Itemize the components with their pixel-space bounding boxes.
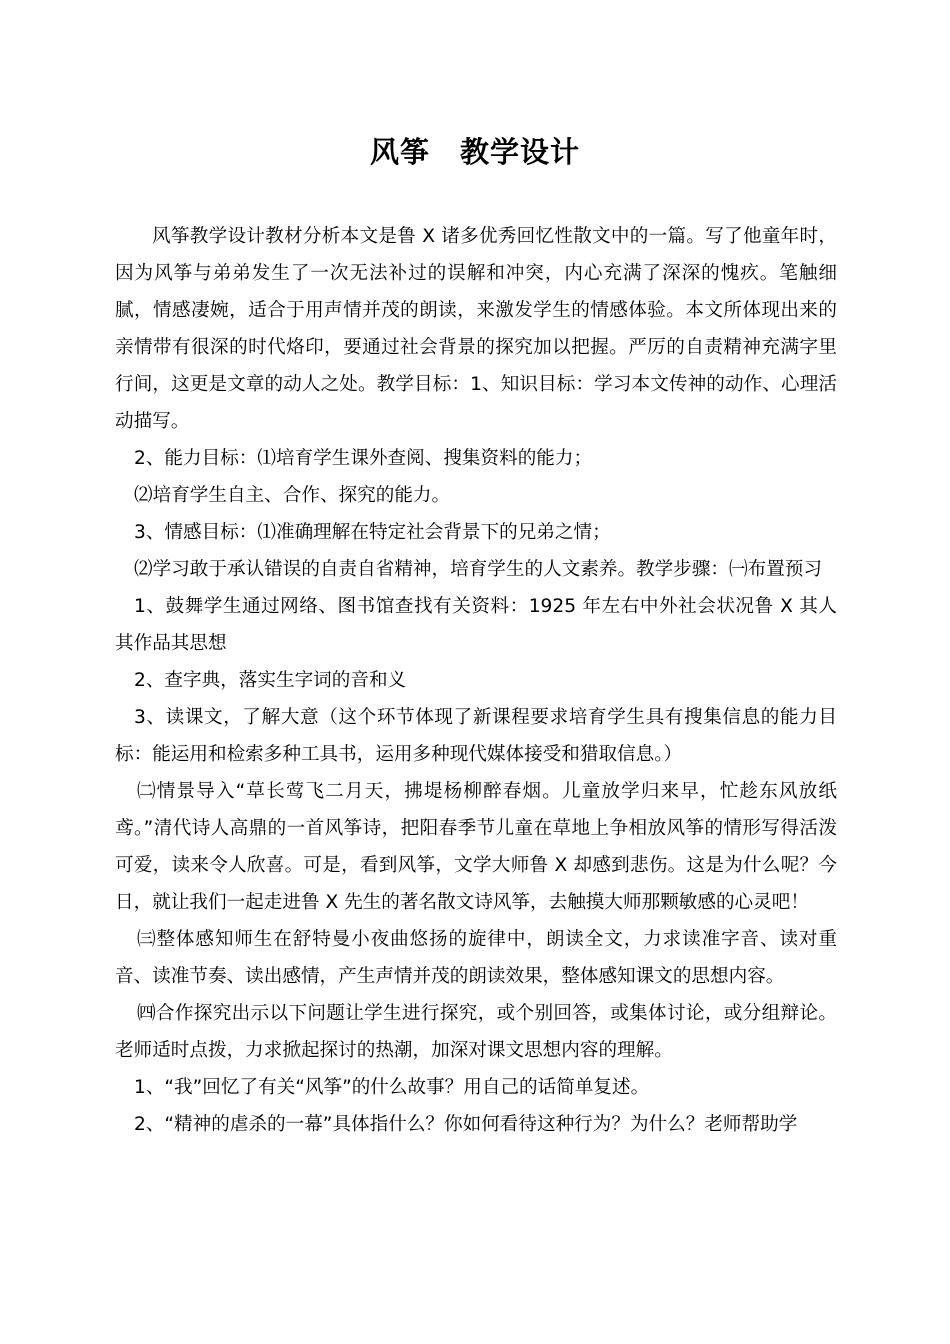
paragraph-emotion-goal: 3、情感目标：⑴准确理解在特定社会背景下的兄弟之情； (134, 522, 611, 543)
paragraph-cooperative-inquiry: ㈣合作探究出示以下问题让学生进行探究，或个别回答，或集体讨论，或分组辩论。老师适时点拨，力求掀起探讨的热潮，加深对课文思想内容的理解。 (115, 1003, 837, 1061)
document-title: 风筝 教学设计 (369, 135, 580, 169)
paragraph-ability-goal: 2、能力目标：⑴培育学生课外查阅、搜集资料的能力； (134, 448, 593, 469)
paragraph-step-3: 3、读课文，了解大意（这个环节体现了新课程要求培育学生具有搜集信息的能力目标：能运用和检索多种工具书，运用多种现代媒体接受和猎取信息。） (115, 707, 837, 765)
paragraph-step-1: 1、鼓舞学生通过网络、图书馆查找有关资料：1925 年左右中外社会状况鲁 X 其人其作品其思想 (115, 596, 837, 654)
paragraph-question-2: 2、“精神的虐杀的一幕”具体指什么？你如何看待这种行为？为什么？老师帮助学 (134, 1114, 798, 1135)
document-body (115, 218, 837, 1143)
paragraph-question-1: 1、“我”回忆了有关“风筝”的什么故事？用自己的话简单复述。 (134, 1077, 650, 1098)
paragraph-scene-intro: ㈡情景导入“草长莺飞二月天，拂堤杨柳醉春烟。儿童放学归来早，忙趁东风放纸鸢。”清代诗人高鼎的一首风筝诗，把阳春季节儿童在草地上争相放风筝的情形写得活泼可爱，读来令人欣喜。可是，看到风筝，文学大师鲁 X 却感到悲伤。这是为什么呢？今日，就让我们一起走进鲁 X 先生的著名散文诗风筝，去触摸大师那颗敏感的心灵吧！ (115, 781, 837, 913)
paragraph-intro: 风筝教学设计教材分析本文是鲁 X 诸多优秀回忆性散文中的一篇。写了他童年时，因为风筝与弟弟发生了一次无法补过的误解和冲突，内心充满了深深的愧疚。笔触细腻，情感凄婉，适合于用声情并茂的朗读，来激发学生的情感体验。本文所体现出来的亲情带有很深的时代烙印，要通过社会背景的探究加以把握。严厉的自责精神充满字里行间，这更是文章的动人之处。教学目标：1、知识目标：学习本文传神的动作、心理活动描写。 (115, 226, 837, 432)
paragraph-overall-perception: ㈢整体感知师生在舒特曼小夜曲悠扬的旋律中，朗读全文，力求读准字音、读对重音、读准节奏、读出感情，产生声情并茂的朗读效果，整体感知课文的思想内容。 (115, 929, 837, 987)
paragraph-ability-goal-2: ⑵培育学生自主、合作、探究的能力。 (134, 485, 451, 506)
paragraph-step-2: 2、查字典，落实生字词的音和义 (134, 670, 407, 691)
paragraph-emotion-goal-2: ⑵学习敢于承认错误的自责自省精神，培育学生的人文素养。教学步骤：㈠布置预习 (134, 559, 822, 580)
